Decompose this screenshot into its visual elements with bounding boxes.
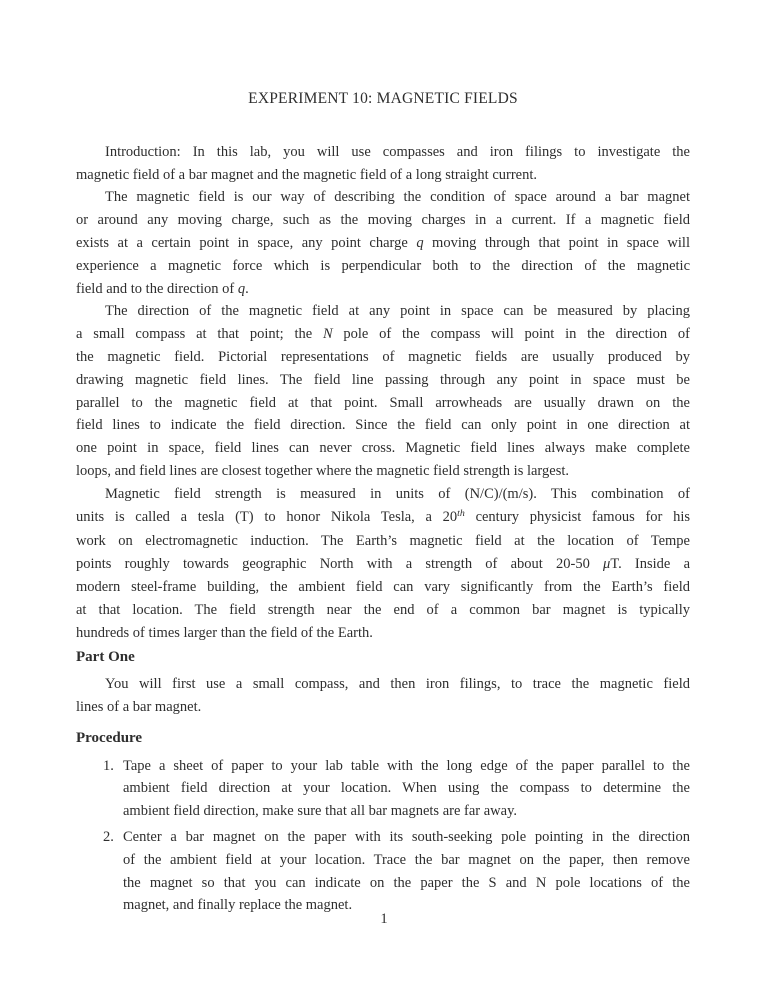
text-segment: or around any moving charge, such as the moving charges in a current. If a magnetic field — [76, 212, 690, 229]
text-segment: Tape a sheet of paper to your lab table with the long edge of the paper parallel to the — [123, 757, 690, 774]
text-line — [76, 696, 690, 719]
text-segment: T. Inside a — [610, 556, 691, 573]
italic-text: q — [237, 280, 246, 297]
text-line — [76, 576, 690, 599]
text-segment: exists at a certain point in space, any point charge — [76, 234, 417, 251]
text-line — [76, 164, 690, 187]
text-segment: The magnetic field is our way of describing the condition of space around a bar magnet — [105, 189, 690, 206]
text-segment: of the ambient field at your location. Trace the bar magnet on the paper, then remove — [123, 851, 690, 868]
superscript-text: th — [457, 507, 465, 519]
section-heading: Part One — [76, 649, 135, 666]
paragraph — [76, 673, 690, 719]
text-segment: lines of a bar magnet. — [76, 698, 202, 715]
text-line — [76, 141, 690, 164]
text-line — [76, 186, 690, 209]
text-segment: moving through that point in space will — [423, 234, 690, 251]
text-segment: You will first use a small compass, and then iron filings, to trace the magnetic field — [105, 676, 690, 693]
text-line — [123, 777, 690, 800]
paragraph — [76, 300, 690, 482]
text-segment: . — [245, 280, 249, 297]
text-segment: magnet, and finally replace the magnet. — [123, 897, 353, 914]
text-line — [76, 300, 690, 323]
text-line — [76, 553, 690, 576]
paragraph — [76, 483, 690, 645]
document-title: EXPERIMENT 10: MAGNETIC FIELDS — [248, 90, 518, 107]
text-segment: experience a magnetic force which is perpendicular both to the direction of the magnetic — [76, 257, 690, 274]
text-line — [76, 323, 690, 346]
text-line — [76, 437, 690, 460]
text-segment: Magnetic field strength is measured in units of (N/C)/(m/s). This combination of — [105, 485, 690, 502]
text-segment: points roughly towards geographic North with a strength of about 20-50 — [76, 556, 604, 573]
text-segment: the magnetic field. Pictorial representations of magnetic fields are usually produced by — [76, 348, 690, 365]
section-heading: Procedure — [76, 729, 143, 746]
paragraph — [76, 141, 690, 187]
text-segment: field and to the direction of — [76, 280, 238, 297]
text-line — [76, 414, 690, 437]
list-item-number: 1. — [103, 757, 114, 774]
text-line — [76, 673, 690, 696]
text-segment: one point in space, field lines can never cross. Magnetic field lines always make complete — [76, 440, 690, 457]
text-segment: hundreds of times larger than the field of the Earth. — [76, 624, 373, 641]
numbered-list — [76, 755, 690, 918]
text-line — [76, 255, 690, 278]
text-segment: century physicist famous for his — [464, 508, 690, 525]
text-body — [76, 88, 690, 917]
text-line — [76, 599, 690, 622]
text-segment: the magnet so that you can indicate on the paper the S and N pole locations of the — [123, 874, 690, 891]
text-line — [123, 849, 690, 872]
text-segment: work on electromagnetic induction. The Earth’s magnetic field at the location of Tempe — [76, 533, 690, 550]
italic-text: μ — [603, 556, 611, 573]
text-segment: a small compass at that point; the — [76, 326, 323, 343]
text-line — [123, 826, 690, 849]
text-segment: magnetic field of a bar magnet and the magnetic field of a long straight current. — [76, 166, 538, 183]
list-item — [103, 826, 690, 917]
text-segment: ambient field direction at your location. When using the compass to determine the — [123, 780, 690, 797]
text-segment: modern steel-frame building, the ambient field can vary significantly from the Earth’s field — [76, 578, 690, 595]
text-segment: Introduction: In this lab, you will use compasses and iron filings to investigate the — [105, 143, 690, 160]
text-line — [123, 872, 690, 895]
text-line — [76, 483, 690, 506]
page-number: 1 — [380, 911, 388, 927]
text-segment: loops, and field lines are closest together where the magnetic field strength is largest. — [76, 462, 569, 479]
text-line — [123, 800, 690, 823]
text-segment: field lines to indicate the field direction. Since the field can only point in one direction at — [76, 417, 690, 434]
text-line — [76, 460, 690, 483]
text-segment: parallel to the magnetic field at that point. Small arrowheads are usually drawn on the — [76, 394, 690, 411]
text-line — [76, 232, 690, 255]
text-segment: units is called a tesla (T) to honor Nikola Tesla, a 20 — [76, 508, 458, 525]
text-line — [76, 369, 690, 392]
text-line — [76, 506, 690, 531]
italic-text: N — [322, 326, 333, 343]
list-item-number: 2. — [103, 828, 114, 845]
text-line — [76, 392, 690, 415]
text-segment: at that location. The field strength near the end of a common bar magnet is typically — [76, 601, 690, 618]
text-segment: Center a bar magnet on the paper with its south-seeking pole pointing in the direction — [123, 828, 690, 845]
text-line — [76, 278, 690, 301]
text-segment: drawing magnetic field lines. The field line passing through any point in space must be — [76, 371, 690, 388]
paragraph — [76, 186, 690, 300]
text-line — [76, 346, 690, 369]
list-item — [103, 755, 690, 823]
text-segment: The direction of the magnetic field at any point in space can be measured by placing — [105, 303, 690, 320]
text-segment: ambient field direction, make sure that all bar magnets are far away. — [123, 803, 518, 820]
text-line — [76, 209, 690, 232]
text-line — [123, 755, 690, 778]
text-segment: pole of the compass will point in the direction of — [332, 326, 691, 343]
text-line — [76, 622, 690, 645]
italic-text: q — [416, 234, 424, 251]
text-line — [76, 530, 690, 553]
